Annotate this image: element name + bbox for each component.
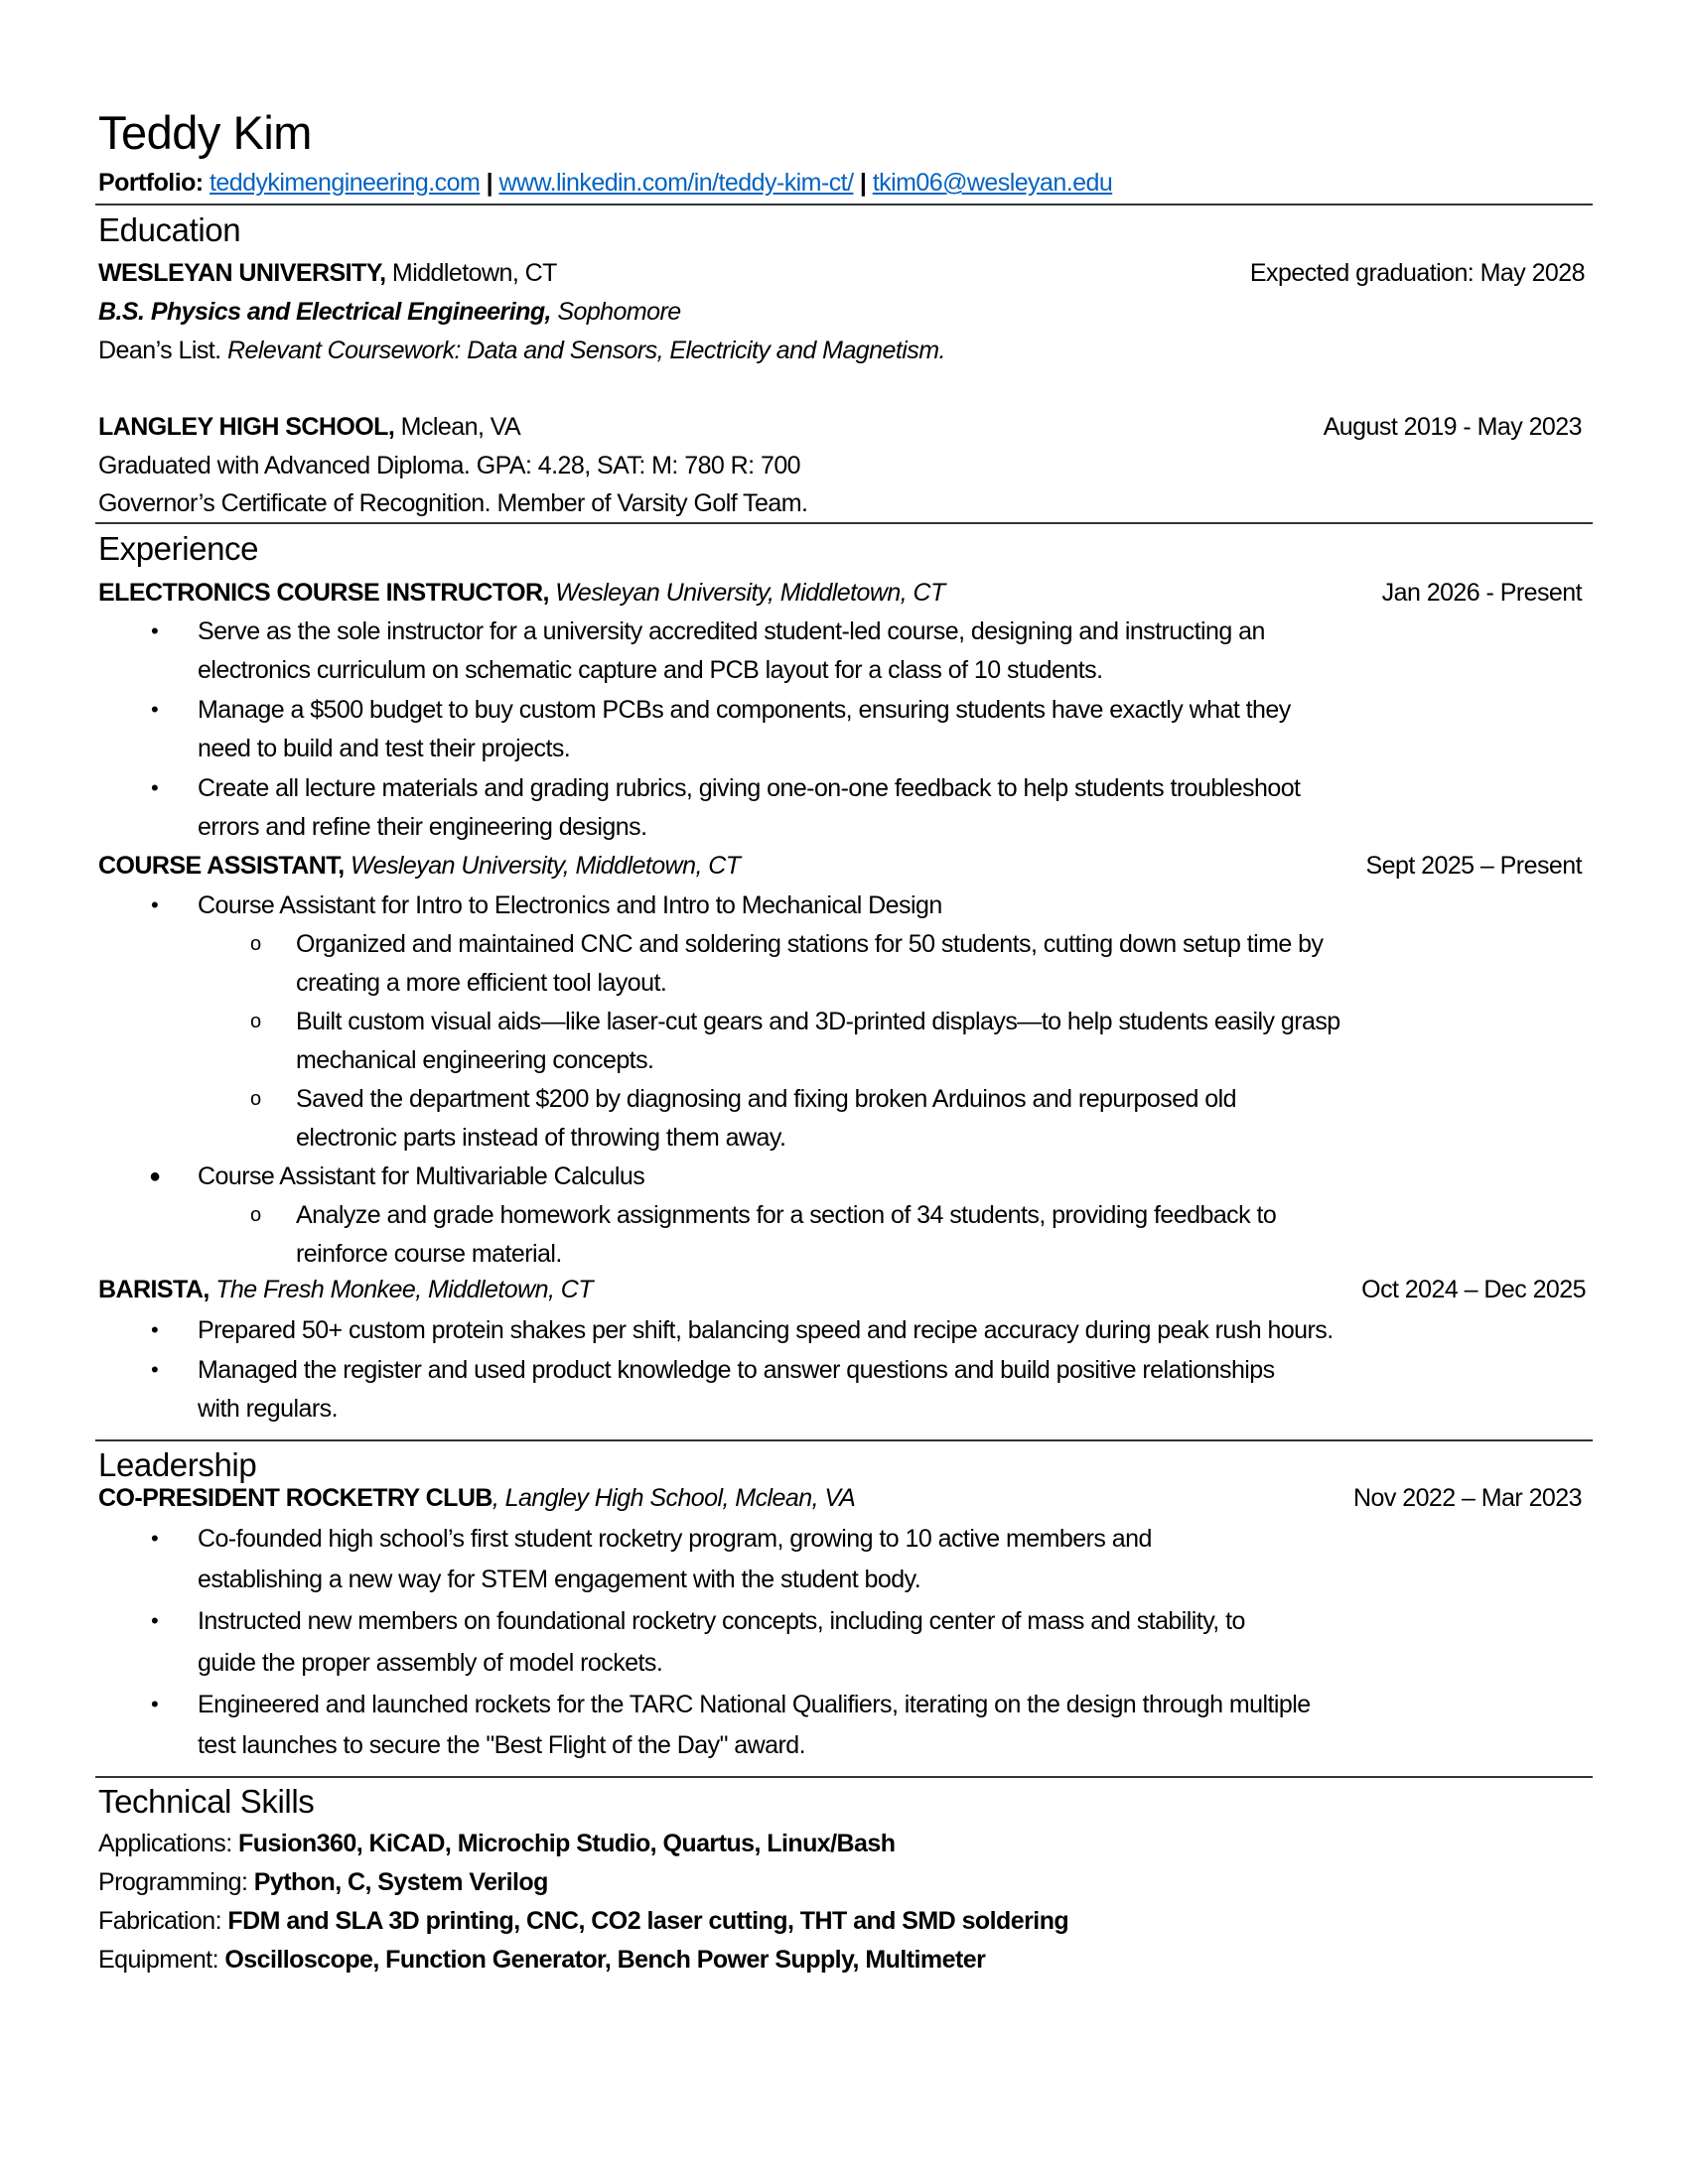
bullet-text: test launches to secure the "Best Flight of the Day" award. (198, 1731, 806, 1759)
school-name: LANGLEY HIGH SCHOOL, (98, 413, 395, 441)
skill-row (98, 1945, 985, 1975)
entry-date: Sept 2025 – Present (1365, 852, 1582, 880)
education-detail: Graduated with Advanced Diploma. GPA: 4.28, SAT: M: 780 R: 700 (98, 452, 801, 479)
school-name: WESLEYAN UNIVERSITY, (98, 259, 386, 287)
sub-bullet-text: Analyze and grade homework assignments for a section of 34 students, providing feedback to (296, 1201, 1277, 1229)
entry-date: Expected graduation: May 2028 (1249, 259, 1585, 287)
bullet-icon: • (151, 1357, 159, 1382)
separator: | (486, 169, 493, 197)
job-role: COURSE ASSISTANT, (98, 852, 345, 880)
bullet-text: Create all lecture materials and grading rubrics, giving one-on-one feedback to help students troubleshoot (198, 774, 1301, 802)
section-title-experience: Experience (98, 530, 259, 567)
bullet-text: Manage a $500 budget to buy custom PCBs and components, ensuring students have exactly what they (198, 696, 1291, 724)
sub-bullet-text: Saved the department $200 by diagnosing and fixing broken Arduinos and repurposed old (296, 1085, 1237, 1113)
skill-label: Applications: (98, 1830, 238, 1857)
job-org: Wesleyan University, Middletown, CT (548, 579, 945, 607)
school-location: Mclean, VA (394, 413, 521, 441)
sub-bullet-icon: o (250, 1088, 262, 1110)
bullet-text: with regulars. (198, 1395, 338, 1423)
sub-bullet-icon: o (250, 1011, 262, 1032)
sub-bullet-text: creating a more efficient tool layout. (296, 969, 667, 997)
portfolio-link[interactable]: teddykimengineering.com (210, 169, 481, 197)
section-title-skills: Technical Skills (98, 1783, 315, 1820)
skill-label: Equipment: (98, 1946, 225, 1974)
sub-bullet-text: mechanical engineering concepts. (296, 1046, 654, 1074)
skill-values: Fusion360, KiCAD, Microchip Studio, Quartus, Linux/Bash (238, 1830, 896, 1857)
job-role: ELECTRONICS COURSE INSTRUCTOR, (98, 579, 549, 607)
bullet-icon: • (151, 1526, 159, 1551)
sub-bullet-icon: o (250, 933, 262, 955)
education-detail: Governor’s Certificate of Recognition. Member of Varsity Golf Team. (98, 489, 808, 517)
sub-bullet-text: Built custom visual aids—like laser-cut gears and 3D-printed displays—to help students easily grasp (296, 1008, 1340, 1035)
bullet-icon: • (151, 697, 159, 722)
skill-values: Oscilloscope, Function Generator, Bench Power Supply, Multimeter (224, 1946, 986, 1974)
honors-line (98, 336, 945, 365)
sub-bullet-text: electronic parts instead of throwing them away. (296, 1124, 786, 1152)
bullet-icon: • (151, 1692, 159, 1716)
degree-line (98, 297, 681, 327)
bullet-text: electronics curriculum on schematic capture and PCB layout for a class of 10 students. (198, 656, 1103, 684)
job-role: BARISTA, (98, 1276, 210, 1303)
bullet-text: Co-founded high school’s first student rocketry program, growing to 10 active members and (198, 1525, 1152, 1553)
class-year: Sophomore (550, 298, 681, 326)
entry-date: Oct 2024 – Dec 2025 (1361, 1276, 1586, 1303)
skill-label: Fabrication: (98, 1907, 228, 1935)
entry-date: Nov 2022 – Mar 2023 (1353, 1484, 1582, 1512)
bullet-icon: ● (149, 1165, 162, 1187)
bullet-text: guide the proper assembly of model rockets. (198, 1649, 663, 1677)
skill-values: FDM and SLA 3D printing, CNC, CO2 laser cutting, THT and SMD soldering (227, 1907, 1069, 1935)
bullet-text: errors and refine their engineering designs. (198, 813, 647, 841)
leadership-org: , Langley High School, Mclean, VA (492, 1484, 856, 1512)
honors: Dean’s List. (98, 337, 221, 364)
bullet-text: Instructed new members on foundational rocketry concepts, including center of mass and stability, to (198, 1607, 1245, 1635)
skill-row (98, 1867, 548, 1897)
candidate-name: Teddy Kim (98, 106, 312, 159)
sub-bullet-text: Organized and maintained CNC and soldering stations for 50 students, cutting down setup time by (296, 930, 1324, 958)
bullet-text: Engineered and launched rockets for the TARC National Qualifiers, iterating on the design through multiple (198, 1691, 1311, 1718)
bullet-icon: • (151, 892, 159, 917)
section-divider (95, 1439, 1593, 1441)
bullet-icon: • (151, 775, 159, 800)
portfolio-label: Portfolio: (98, 169, 204, 197)
section-divider (95, 522, 1593, 524)
bullet-text: Serve as the sole instructor for a university accredited student-led course, designing and instructing an (198, 617, 1265, 645)
sub-bullet-icon: o (250, 1204, 262, 1226)
education-entry-header (98, 412, 520, 442)
section-title-leadership: Leadership (98, 1446, 257, 1483)
job-header (98, 1275, 593, 1304)
bullet-text: establishing a new way for STEM engagement with the student body. (198, 1566, 921, 1593)
sub-bullet-text: reinforce course material. (296, 1240, 562, 1268)
leadership-role: CO-PRESIDENT ROCKETRY CLUB (98, 1484, 492, 1512)
entry-date: Jan 2026 - Present (1381, 579, 1582, 607)
contact-line (98, 168, 1112, 198)
bullet-icon: • (151, 1608, 159, 1633)
bullet-text: Course Assistant for Multivariable Calculus (198, 1162, 645, 1190)
job-org: Wesleyan University, Middletown, CT (344, 852, 741, 880)
section-divider (95, 1776, 1593, 1778)
job-header (98, 578, 945, 608)
email-link[interactable]: tkim06@wesleyan.edu (872, 169, 1113, 197)
job-header (98, 851, 740, 881)
school-location: Middletown, CT (385, 259, 557, 287)
bullet-text: Managed the register and used product knowledge to answer questions and build positive relationships (198, 1356, 1275, 1384)
coursework: Relevant Coursework: Data and Sensors, Electricity and Magnetism. (220, 337, 945, 364)
skill-label: Programming: (98, 1868, 254, 1896)
entry-date: August 2019 - May 2023 (1323, 413, 1582, 441)
skill-row (98, 1906, 1068, 1936)
linkedin-link[interactable]: www.linkedin.com/in/teddy-kim-ct/ (498, 169, 854, 197)
skill-values: Python, C, System Verilog (253, 1868, 548, 1896)
education-entry-header (98, 258, 557, 288)
skill-row (98, 1829, 896, 1858)
section-divider (95, 204, 1593, 205)
job-org: The Fresh Monkee, Middletown, CT (209, 1276, 593, 1303)
bullet-text: Prepared 50+ custom protein shakes per shift, balancing speed and recipe accuracy during peak rush hours. (198, 1316, 1334, 1344)
leadership-header (98, 1483, 855, 1513)
bullet-icon: • (151, 1317, 159, 1342)
separator: | (859, 169, 867, 197)
bullet-text: need to build and test their projects. (198, 735, 571, 762)
bullet-icon: • (151, 618, 159, 643)
degree: B.S. Physics and Electrical Engineering, (98, 298, 551, 326)
bullet-text: Course Assistant for Intro to Electronics and Intro to Mechanical Design (198, 891, 942, 919)
section-title-education: Education (98, 211, 241, 248)
